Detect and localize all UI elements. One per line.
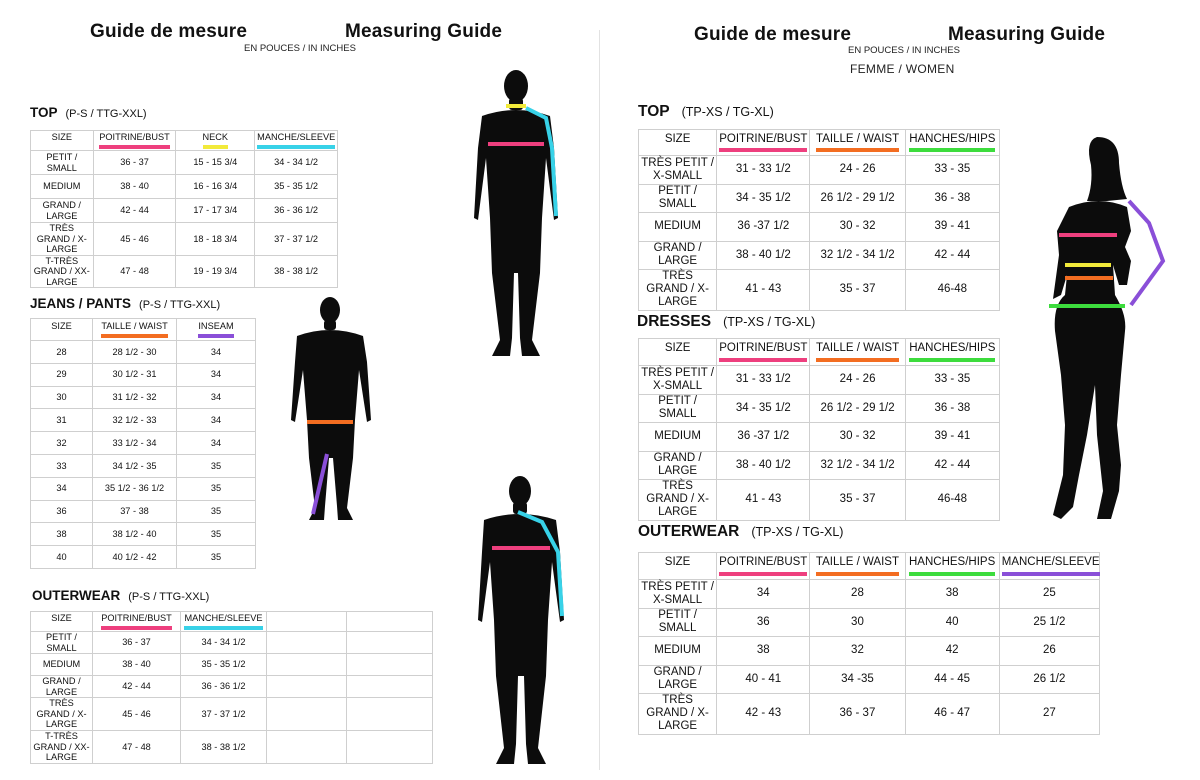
measurement-cell: 15 - 15 3/4 <box>176 151 255 175</box>
table-row <box>31 500 256 523</box>
table-header-label: SIZE <box>51 613 72 624</box>
table-row <box>31 546 256 569</box>
size-cell: TRÈS GRAND / X-LARGE <box>639 694 717 735</box>
measurement-cell: 47 - 48 <box>93 731 181 764</box>
measurement-cell: 33 1/2 - 34 <box>93 432 177 455</box>
table-row <box>31 477 256 500</box>
size-cell: PETIT / SMALL <box>639 608 717 637</box>
measurement-cell: 30 - 32 <box>810 213 905 242</box>
measurement-cell: 35 <box>177 477 256 500</box>
measurement-cell: 34 <box>177 341 256 364</box>
men-jeans-range: (P-S / TTG-XXL) <box>139 299 221 311</box>
men-top-range: (P-S / TTG-XXL) <box>65 108 147 120</box>
right-title-fr: Guide de mesure <box>694 24 852 45</box>
measurement-cell: 31 - 33 1/2 <box>717 366 810 395</box>
measurement-cell: 31 1/2 - 32 <box>93 386 177 409</box>
table-header-cell <box>31 612 93 632</box>
table-row <box>31 223 338 256</box>
size-cell: 34 <box>31 477 93 500</box>
size-cell: T-TRÈS GRAND / XX-LARGE <box>31 731 93 764</box>
table-header-label: POITRINE/BUST <box>719 342 807 361</box>
table-row <box>31 386 256 409</box>
size-cell: PETIT / SMALL <box>31 151 94 175</box>
size-cell: MEDIUM <box>639 423 717 452</box>
men-outer-range: (P-S / TTG-XXL) <box>128 591 210 603</box>
size-cell: 32 <box>31 432 93 455</box>
measurement-cell: 34 <box>717 580 810 609</box>
table-header-cell <box>347 612 433 632</box>
measurement-cell <box>267 632 347 654</box>
table-header-cell <box>810 553 905 580</box>
table-row <box>31 151 338 175</box>
table-row <box>31 731 433 764</box>
women-dresses-table <box>638 338 1000 521</box>
measurement-cell: 36 - 37 <box>810 694 905 735</box>
size-cell: GRAND / LARGE <box>31 676 93 698</box>
table-header-label: TAILLE / WAIST <box>816 556 899 575</box>
male-silhouette-icon <box>478 476 564 764</box>
women-dresses-range: (TP-XS / TG-XL) <box>723 315 816 329</box>
measurement-cell: 38 1/2 - 40 <box>93 523 177 546</box>
table-header-cell <box>639 130 717 156</box>
table-header-label: SIZE <box>51 132 73 143</box>
measurement-cell <box>267 654 347 676</box>
table-header-row <box>639 339 1000 366</box>
measurement-cell: 24 - 26 <box>810 366 905 395</box>
table-header-label: NECK <box>203 132 229 149</box>
table-row <box>639 241 1000 270</box>
table-row <box>639 184 1000 213</box>
women-outer-table <box>638 552 1100 735</box>
measurement-cell: 33 - 35 <box>905 156 999 185</box>
size-cell: PETIT / SMALL <box>639 394 717 423</box>
measurement-cell <box>347 654 433 676</box>
table-header-label: MANCHE/SLEEVE <box>1002 556 1100 575</box>
measurement-cell: 40 1/2 - 42 <box>93 546 177 569</box>
size-cell: 28 <box>31 341 93 364</box>
measurement-cell: 32 1/2 - 34 1/2 <box>810 451 905 480</box>
measurement-cell: 40 - 41 <box>717 665 810 694</box>
measurement-cell <box>347 698 433 731</box>
table-row <box>639 366 1000 395</box>
left-units: EN POUCES / IN INCHES <box>244 43 356 54</box>
table-header-label: MANCHE/SLEEVE <box>184 613 262 630</box>
table-header-cell <box>181 612 267 632</box>
table-row <box>31 432 256 455</box>
table-row <box>31 523 256 546</box>
size-cell: 36 <box>31 500 93 523</box>
table-header-cell <box>255 131 338 151</box>
table-header-label: SIZE <box>51 321 72 332</box>
right-gender: FEMME / WOMEN <box>850 62 955 76</box>
table-row <box>639 394 1000 423</box>
table-header-label: TAILLE / WAIST <box>101 321 167 338</box>
measurement-cell: 35 - 35 1/2 <box>255 175 338 199</box>
men-jeans-table <box>30 318 256 569</box>
measurement-cell: 34 <box>177 363 256 386</box>
measurement-cell: 42 <box>905 637 999 666</box>
male-silhouette-icon <box>474 70 558 356</box>
men-outer-figure-icon <box>470 474 575 766</box>
measurement-cell: 24 - 26 <box>810 156 905 185</box>
measurement-cell: 38 - 40 <box>93 654 181 676</box>
table-header-label: TAILLE / WAIST <box>816 133 899 152</box>
size-cell: MEDIUM <box>31 175 94 199</box>
table-header-row <box>31 131 338 151</box>
measurement-cell: 34 <box>177 432 256 455</box>
measurement-cell: 32 1/2 - 34 1/2 <box>810 241 905 270</box>
measurement-cell: 45 - 46 <box>93 698 181 731</box>
measurement-cell: 45 - 46 <box>93 223 176 256</box>
table-header-cell <box>639 339 717 366</box>
table-row <box>639 580 1100 609</box>
size-cell: MEDIUM <box>31 654 93 676</box>
measurement-cell: 35 <box>177 500 256 523</box>
men-jeans-heading <box>30 296 220 311</box>
measurement-cell: 36 - 38 <box>905 394 999 423</box>
measurement-cell: 38 - 40 1/2 <box>717 241 810 270</box>
measurement-cell: 27 <box>999 694 1099 735</box>
table-header-label: POITRINE/BUST <box>719 133 807 152</box>
measurement-cell: 38 <box>905 580 999 609</box>
size-cell: TRÈS PETIT / X-SMALL <box>639 580 717 609</box>
table-header-label: POITRINE/BUST <box>99 132 169 149</box>
measurement-cell <box>347 676 433 698</box>
measurement-cell: 46-48 <box>905 480 999 521</box>
table-header-row <box>31 319 256 341</box>
table-header-label: HANCHES/HIPS <box>909 556 995 575</box>
size-cell: TRÈS GRAND / X-LARGE <box>31 223 94 256</box>
table-header-label: INSEAM <box>198 321 233 338</box>
measurement-cell: 36 -37 1/2 <box>717 213 810 242</box>
table-header-cell <box>31 131 94 151</box>
measurement-cell: 17 - 17 3/4 <box>176 199 255 223</box>
men-outer-table <box>30 611 433 764</box>
table-row <box>31 341 256 364</box>
men-top-figure-icon <box>462 68 582 360</box>
measurement-cell: 36 -37 1/2 <box>717 423 810 452</box>
size-cell: GRAND / LARGE <box>639 451 717 480</box>
measurement-cell: 38 - 40 1/2 <box>717 451 810 480</box>
measurement-cell <box>267 731 347 764</box>
measurement-cell: 47 - 48 <box>93 255 176 288</box>
measurement-cell: 35 - 35 1/2 <box>181 654 267 676</box>
measurement-cell: 36 - 38 <box>905 184 999 213</box>
measurement-cell: 25 <box>999 580 1099 609</box>
table-header-label: SIZE <box>664 556 691 569</box>
table-header-cell <box>717 130 810 156</box>
men-top-table <box>30 130 338 288</box>
measurement-cell: 36 - 37 <box>93 632 181 654</box>
measurement-cell: 44 - 45 <box>905 665 999 694</box>
size-cell: PETIT / SMALL <box>31 632 93 654</box>
size-cell: 33 <box>31 454 93 477</box>
measurement-cell: 30 <box>810 608 905 637</box>
measurement-cell: 38 <box>717 637 810 666</box>
measurement-cell: 39 - 41 <box>905 213 999 242</box>
measurement-cell: 36 - 36 1/2 <box>255 199 338 223</box>
measurement-cell: 38 - 38 1/2 <box>181 731 267 764</box>
measurement-cell: 16 - 16 3/4 <box>176 175 255 199</box>
measurement-cell <box>347 731 433 764</box>
measurement-cell: 37 - 38 <box>93 500 177 523</box>
size-cell: 29 <box>31 363 93 386</box>
measurement-cell: 25 1/2 <box>999 608 1099 637</box>
right-title-en: Measuring Guide <box>948 24 1106 45</box>
women-top-name: TOP <box>638 103 670 120</box>
measurement-cell: 34 - 34 1/2 <box>181 632 267 654</box>
table-header-cell <box>176 131 255 151</box>
size-cell: 30 <box>31 386 93 409</box>
measurement-cell <box>347 632 433 654</box>
size-cell: 31 <box>31 409 93 432</box>
table-row <box>639 480 1000 521</box>
male-silhouette-icon <box>291 297 371 520</box>
measurement-cell: 34 <box>177 409 256 432</box>
size-cell: MEDIUM <box>639 213 717 242</box>
size-cell: MEDIUM <box>639 637 717 666</box>
measurement-cell: 26 1/2 - 29 1/2 <box>810 394 905 423</box>
table-row <box>639 213 1000 242</box>
table-row <box>31 676 433 698</box>
page-divider <box>599 30 600 770</box>
men-top-heading <box>30 105 147 120</box>
table-row <box>31 409 256 432</box>
measurement-cell: 46-48 <box>905 270 999 311</box>
women-figure-icon <box>1035 135 1170 520</box>
table-row <box>639 637 1100 666</box>
size-cell: TRÈS PETIT / X-SMALL <box>639 366 717 395</box>
size-cell: T-TRÈS GRAND / XX-LARGE <box>31 255 94 288</box>
women-top-heading <box>638 103 774 121</box>
men-outer-heading <box>32 588 209 603</box>
table-header-label: POITRINE/BUST <box>719 556 807 575</box>
measurement-cell: 34 -35 <box>810 665 905 694</box>
size-cell: TRÈS PETIT / X-SMALL <box>639 156 717 185</box>
size-cell: GRAND / LARGE <box>639 241 717 270</box>
measurement-cell: 41 - 43 <box>717 270 810 311</box>
table-header-cell <box>999 553 1099 580</box>
table-row <box>639 694 1100 735</box>
measurement-cell: 40 <box>905 608 999 637</box>
measurement-cell: 33 - 35 <box>905 366 999 395</box>
measurement-cell: 30 1/2 - 31 <box>93 363 177 386</box>
table-header-label: SIZE <box>664 342 691 355</box>
men-pants-figure-icon <box>283 296 388 521</box>
measurement-cell: 42 - 44 <box>93 199 176 223</box>
table-header-label: TAILLE / WAIST <box>816 342 899 361</box>
table-header-row <box>639 130 1000 156</box>
table-row <box>31 632 433 654</box>
table-row <box>639 451 1000 480</box>
measurement-cell: 32 1/2 - 33 <box>93 409 177 432</box>
table-row <box>31 175 338 199</box>
table-header-cell <box>717 339 810 366</box>
table-header-cell <box>31 319 93 341</box>
measurement-cell: 36 - 37 <box>93 151 176 175</box>
women-outer-range: (TP-XS / TG-XL) <box>751 525 844 539</box>
table-row <box>639 608 1100 637</box>
table-row <box>639 270 1000 311</box>
left-title-fr: Guide de mesure <box>90 21 248 42</box>
measurement-cell: 30 - 32 <box>810 423 905 452</box>
table-header-label: POITRINE/BUST <box>101 613 171 630</box>
measurement-cell: 42 - 44 <box>905 451 999 480</box>
table-row <box>31 255 338 288</box>
measurement-cell: 35 <box>177 546 256 569</box>
measurement-cell: 34 1/2 - 35 <box>93 454 177 477</box>
table-header-row <box>31 612 433 632</box>
measurement-cell <box>267 698 347 731</box>
measurement-cell: 36 - 36 1/2 <box>181 676 267 698</box>
men-jeans-name: JEANS / PANTS <box>30 296 132 311</box>
measurement-cell: 42 - 44 <box>93 676 181 698</box>
women-sleeve-line <box>1129 201 1163 305</box>
table-header-cell <box>905 339 999 366</box>
measurement-cell: 37 - 37 1/2 <box>255 223 338 256</box>
measurement-cell: 32 <box>810 637 905 666</box>
measurement-cell: 34 - 35 1/2 <box>717 184 810 213</box>
table-header-label: HANCHES/HIPS <box>909 342 995 361</box>
women-outer-name: OUTERWEAR <box>638 523 740 540</box>
measurement-cell: 41 - 43 <box>717 480 810 521</box>
table-header-cell <box>905 130 999 156</box>
table-row <box>31 363 256 386</box>
left-title-en: Measuring Guide <box>345 21 503 42</box>
table-header-label: SIZE <box>664 132 691 145</box>
measurement-cell: 38 - 38 1/2 <box>255 255 338 288</box>
women-top-table <box>638 129 1000 311</box>
measurement-cell: 19 - 19 3/4 <box>176 255 255 288</box>
measurement-cell: 42 - 44 <box>905 241 999 270</box>
measurement-cell: 39 - 41 <box>905 423 999 452</box>
right-units: EN POUCES / IN INCHES <box>848 45 960 56</box>
size-cell: PETIT / SMALL <box>639 184 717 213</box>
measurement-cell: 34 - 34 1/2 <box>255 151 338 175</box>
measurement-cell: 28 <box>810 580 905 609</box>
female-silhouette-icon <box>1053 137 1131 519</box>
measurement-cell: 35 <box>177 454 256 477</box>
table-header-cell <box>177 319 256 341</box>
women-dresses-heading <box>637 313 815 331</box>
table-header-cell <box>905 553 999 580</box>
measurement-cell: 18 - 18 3/4 <box>176 223 255 256</box>
measurement-cell: 37 - 37 1/2 <box>181 698 267 731</box>
measurement-cell: 26 1/2 <box>999 665 1099 694</box>
table-row <box>639 156 1000 185</box>
women-outer-heading <box>638 523 843 541</box>
women-top-range: (TP-XS / TG-XL) <box>681 105 774 119</box>
table-header-cell <box>717 553 810 580</box>
measurement-cell: 34 <box>177 386 256 409</box>
measurement-cell: 31 - 33 1/2 <box>717 156 810 185</box>
table-row <box>31 654 433 676</box>
women-dresses-name: DRESSES <box>637 313 712 330</box>
table-header-cell <box>93 131 176 151</box>
table-row <box>31 199 338 223</box>
measurement-cell: 28 1/2 - 30 <box>93 341 177 364</box>
table-row <box>31 454 256 477</box>
measurement-cell: 26 <box>999 637 1099 666</box>
measurement-cell: 35 - 37 <box>810 480 905 521</box>
measurement-cell: 35 1/2 - 36 1/2 <box>93 477 177 500</box>
measurement-cell: 36 <box>717 608 810 637</box>
measurement-cell: 38 - 40 <box>93 175 176 199</box>
size-cell: GRAND / LARGE <box>31 199 94 223</box>
measurement-cell: 35 - 37 <box>810 270 905 311</box>
measurement-cell <box>267 676 347 698</box>
table-header-label: MANCHE/SLEEVE <box>257 132 335 149</box>
table-header-cell <box>267 612 347 632</box>
men-top-name: TOP <box>30 105 58 120</box>
table-header-cell <box>810 130 905 156</box>
measurement-cell: 35 <box>177 523 256 546</box>
table-header-row <box>639 553 1100 580</box>
size-cell: TRÈS GRAND / X-LARGE <box>639 480 717 521</box>
measurement-cell: 34 - 35 1/2 <box>717 394 810 423</box>
size-cell: 40 <box>31 546 93 569</box>
table-header-cell <box>810 339 905 366</box>
size-cell: TRÈS GRAND / X-LARGE <box>31 698 93 731</box>
men-outer-name: OUTERWEAR <box>32 588 121 603</box>
table-header-label: HANCHES/HIPS <box>909 133 995 152</box>
table-row <box>31 698 433 731</box>
table-header-cell <box>93 612 181 632</box>
table-row <box>639 665 1100 694</box>
table-header-cell <box>93 319 177 341</box>
measurement-cell: 26 1/2 - 29 1/2 <box>810 184 905 213</box>
table-row <box>639 423 1000 452</box>
measurement-cell: 42 - 43 <box>717 694 810 735</box>
size-cell: 38 <box>31 523 93 546</box>
size-cell: TRÈS GRAND / X-LARGE <box>639 270 717 311</box>
size-cell: GRAND / LARGE <box>639 665 717 694</box>
measurement-cell: 46 - 47 <box>905 694 999 735</box>
table-header-cell <box>639 553 717 580</box>
